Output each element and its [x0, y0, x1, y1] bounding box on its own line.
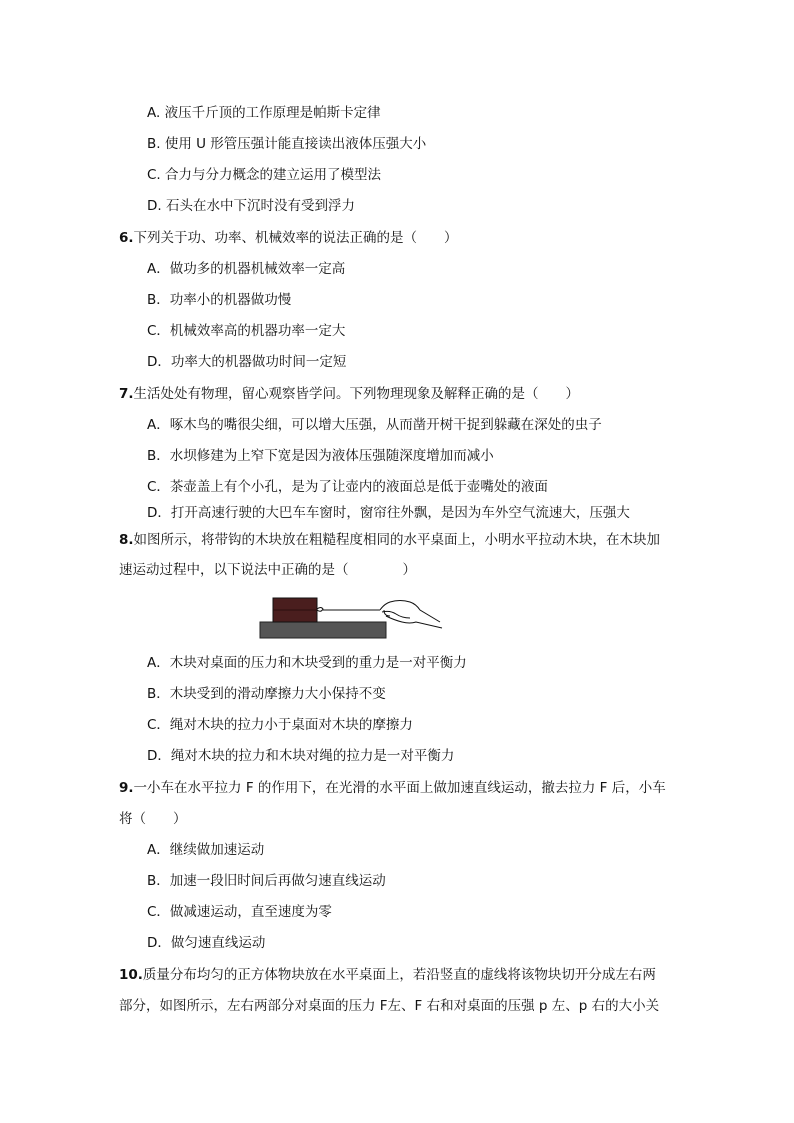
question-text: 下列关于功、功率、机械效率的说法正确的是（ ） [133, 230, 458, 246]
q7-option-a: A．啄木鸟的嘴很尖细，可以增大压强，从而凿开树干捉到躲藏在深处的虫子 [147, 417, 602, 433]
q9-option-a: A．继续做加速运动 [147, 842, 265, 858]
question-text: 一小车在水平拉力 F 的作用下，在光滑的水平面上做加速直线运动，撤去拉力 F 后，小车 [133, 780, 666, 796]
question-number: 6. [119, 230, 134, 246]
q7-option-b: B．水坝修建为上窄下宽是因为液体压强随深度增加而减小 [147, 448, 494, 464]
q9-option-c: C．做减速运动，直至速度为零 [147, 904, 332, 920]
question-text: 如图所示，将带钩的木块放在粗糙程度相同的水平桌面上，小明水平拉动木块，在木块加 [133, 532, 661, 548]
prev-option-c: C. 合力与分力概念的建立运用了模型法 [147, 167, 382, 183]
question-text: 生活处处有物理，留心观察皆学问。下列物理现象及解释正确的是（ ） [133, 386, 580, 402]
question-10-line2: 部分，如图所示，左右两部分对桌面的压力 F左、F 右和对桌面的压强 p 左、p 右的大小关 [119, 998, 660, 1014]
question-9 [119, 779, 666, 797]
block-hook [317, 608, 323, 612]
question-8 [119, 531, 660, 549]
prev-option-b: B. 使用 U 形管压强计能直接读出液体压强大小 [147, 136, 427, 152]
question-number: 9. [119, 780, 134, 796]
question-number: 10. [119, 967, 143, 983]
q9-option-b: B．加速一段旧时间后再做匀速直线运动 [147, 873, 386, 889]
question-text: 质量分布均匀的正方体物块放在水平桌面上，若沿竖直的虚线将该物块切开分成左右两 [142, 967, 656, 983]
prev-option-d: D. 石头在水中下沉时没有受到浮力 [147, 198, 355, 214]
question-7 [119, 385, 579, 403]
q8-option-d: D．绳对木块的拉力和木块对绳的拉力是一对平衡力 [147, 748, 455, 764]
q6-option-d: D．功率大的机器做功时间一定短 [147, 354, 347, 370]
table-surface [260, 622, 386, 638]
q8-option-c: C．绳对木块的拉力小于桌面对木块的摩擦力 [147, 717, 413, 733]
question-number: 7. [119, 386, 134, 402]
q8-option-a: A．木块对桌面的压力和木块受到的重力是一对平衡力 [147, 655, 467, 671]
question-8-line2: 速运动过程中，以下说法中正确的是（ ） [119, 562, 416, 578]
q6-option-c: C．机械效率高的机器功率一定大 [147, 323, 346, 339]
question-9-line2: 将（ ） [119, 811, 187, 827]
question-10 [119, 966, 656, 984]
hand-icon [380, 601, 442, 629]
block-pull-figure [258, 592, 448, 640]
q6-option-b: B．功率小的机器做功慢 [147, 292, 292, 308]
prev-option-a: A. 液压千斤顶的工作原理是帕斯卡定律 [147, 105, 381, 121]
q6-option-a: A．做功多的机器机械效率一定高 [147, 261, 346, 277]
q8-option-b: B．木块受到的滑动摩擦力大小保持不变 [147, 686, 386, 702]
q7-option-c: C．茶壶盖上有个小孔，是为了让壶内的液面总是低于壶嘴处的液面 [147, 479, 548, 495]
question-6 [119, 229, 458, 247]
q7-option-d: D．打开高速行驶的大巴车车窗时，窗帘往外飘，是因为车外空气流速大，压强大 [147, 505, 630, 521]
question-number: 8. [119, 532, 134, 548]
q9-option-d: D．做匀速直线运动 [147, 935, 266, 951]
